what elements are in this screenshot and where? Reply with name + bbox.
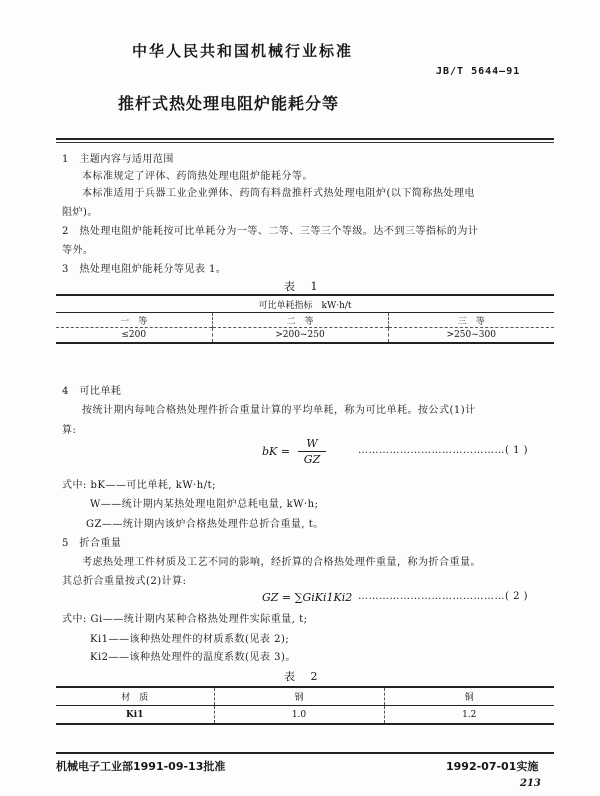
approval-date: 机械电子工业部1991-09-13批准: [56, 760, 226, 773]
formula-2: GZ = ∑GiKi1Ki2: [262, 591, 353, 604]
header-rule-thick: [56, 138, 554, 140]
section-1-para-2-line-1: 本标准适用于兵器工业企业弹体、药筒有料盘推杆式热处理电阻炉(以下简称热处理电: [82, 188, 475, 199]
table-2-copper-value: 1.2: [384, 706, 554, 725]
formula-1-denominator: GZ: [303, 453, 321, 466]
table-1-span-header: 可比单耗指标 kW·h/t: [56, 295, 554, 313]
table-1-header-row: [56, 295, 554, 313]
formula-1-fraction-bar: [298, 451, 326, 452]
table-2-header-row: [56, 687, 554, 706]
table-1-grade-3: 三 等: [388, 313, 554, 328]
header-rule-thin: [56, 142, 554, 143]
section-1-heading: 1 主题内容与适用范围: [62, 154, 174, 165]
formula-1-lhs: bK =: [262, 445, 290, 458]
section-4-line-2: 算:: [62, 425, 77, 436]
formula-2-number: ……………………………………( 2 ): [358, 591, 529, 602]
section-5-line-1: 考虑热处理工件材质及工艺不同的影响，经折算的合格热处理件重量，称为折合重量。: [82, 557, 481, 568]
section-4-heading: 4 可比单耗: [62, 386, 122, 397]
table-2-steel-value: 1.0: [214, 706, 384, 725]
section-5-where-2: Ki1——该种热处理件的材质系数(见表 2);: [90, 634, 290, 645]
footer-rule: [56, 752, 554, 754]
section-2-line-2: 等外。: [62, 245, 94, 256]
section-2-line-1: 2 热处理电阻炉能耗按可比单耗分为一等、二等、三等三个等级。达不到三等指标的为计: [62, 226, 479, 237]
table-1: [56, 294, 554, 344]
section-5-line-2: 其总折合重量按式(2)计算:: [62, 576, 187, 587]
section-1-para-1: 本标准规定了评体、药筒热处理电阻炉能耗分等。: [82, 171, 313, 182]
formula-1-number: ……………………………………( 1 ): [358, 445, 529, 456]
section-4-where-3: GZ——统计期内该炉合格热处理件总折合重量, t。: [86, 519, 324, 530]
section-4-line-1: 按统计期内每吨合格热处理件折合重量计算的平均单耗，称为可比单耗。按公式(1)计: [82, 405, 476, 416]
section-4-where-2: W——统计期内某热处理电阻炉总耗电量, kW·h;: [90, 499, 319, 510]
table-1-caption: 表 1: [284, 280, 324, 293]
table-2-header-copper: 铜: [384, 687, 554, 706]
table-1-grade-1: 一 等: [120, 316, 148, 327]
document-title: 推杆式热处理电阻炉能耗分等: [118, 94, 340, 113]
table-2-header-material: 材 质: [56, 687, 214, 706]
section-5-where-1: 式中: Gi——统计期内某种合格热处理件实际重量, t;: [62, 614, 308, 625]
table-2: [56, 686, 554, 725]
table-row: [56, 328, 554, 344]
section-4-where-1: 式中: bK——可比单耗, kW·h/t;: [62, 480, 216, 491]
table-row: [56, 706, 554, 725]
page-number: 213: [520, 778, 541, 789]
table-1-value-1: ≤200: [56, 328, 212, 344]
table-1-grade-2: 二 等: [212, 313, 388, 328]
section-5-where-3: Ki2——该种热处理件的温度系数(见表 3)。: [90, 652, 296, 663]
formula-1-numerator: W: [306, 437, 318, 450]
standard-series-title: 中华人民共和国机械行业标准: [132, 42, 354, 60]
effective-date: 1992-07-01实施: [446, 760, 539, 773]
section-1-para-2-line-2: 阻炉)。: [62, 207, 98, 218]
table-1-value-3: >250~300: [388, 328, 554, 344]
table-2-caption: 表 2: [284, 670, 324, 683]
table-2-header-steel: 钢: [214, 687, 384, 706]
table-row: [56, 313, 554, 328]
table-2-row-label: Ki1: [56, 706, 214, 725]
section-5-heading: 5 折合重量: [62, 538, 122, 549]
standard-number: JB/T 5644—91: [436, 66, 521, 77]
section-3-line-1: 3 热处理电阻炉能耗分等见表 1。: [62, 264, 227, 275]
table-1-value-2: >200~250: [212, 328, 388, 344]
